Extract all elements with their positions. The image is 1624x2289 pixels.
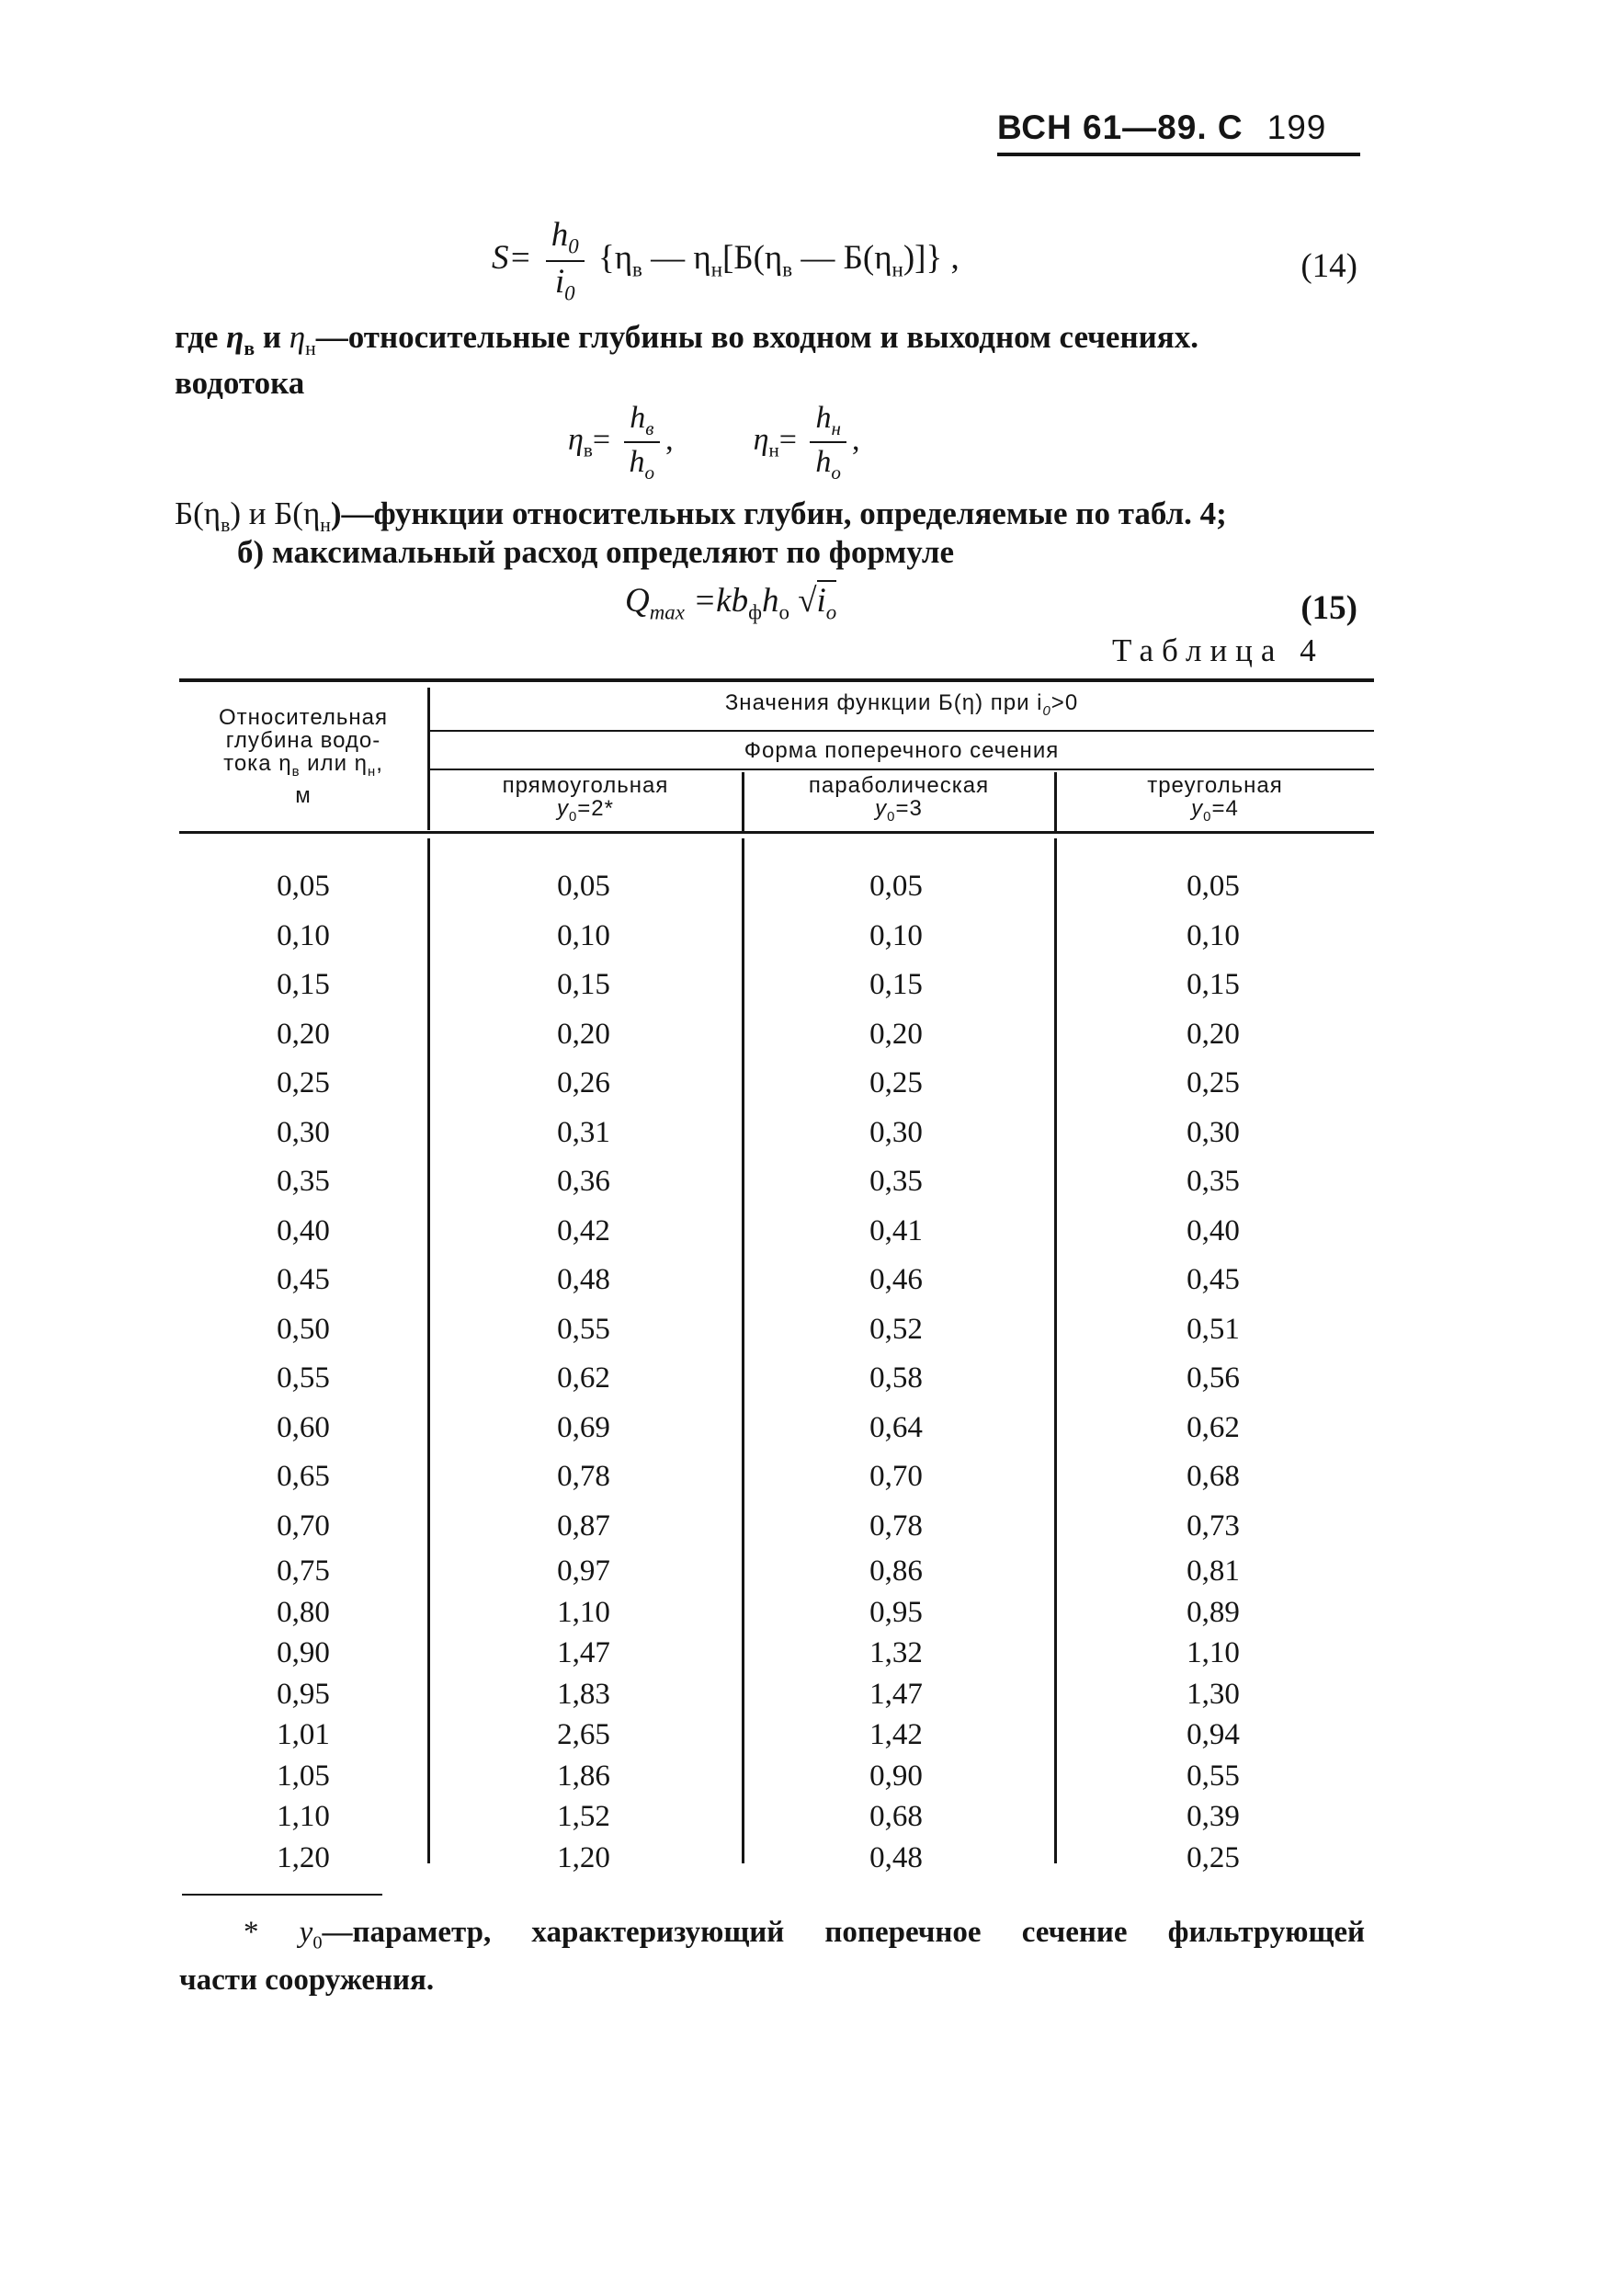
table-row [179,1551,1374,1592]
ratio-1-den-sub: о [644,461,655,484]
f15-root-sign: √ [798,582,817,620]
footnote-y: y [299,1916,313,1949]
relative-depth-cell: 0,50 [277,1312,330,1346]
triangular-cell: 0,25 [1187,1840,1240,1874]
rectangular-cell: 0,20 [557,1017,610,1051]
relative-depth-cell: 0,95 [277,1677,330,1711]
ratio-1-num-h: h [630,401,646,435]
rectangular-cell: 2,65 [557,1718,610,1751]
where-line-2: водотока [175,365,305,401]
parabolic-cell: 0,95 [869,1595,923,1629]
group-header-b: >0 [1050,690,1079,715]
where-paragraph [175,320,1198,401]
ratio-eta-n: η [753,422,769,457]
ratio-2-den-sub: о [831,461,841,484]
parab-name: параболическая [808,773,990,798]
ratio-1-num [624,401,661,443]
parabolic-cell: 0,05 [869,870,923,903]
tri-param-sub: 0 [1203,809,1212,825]
relative-depth-cell: 0,55 [277,1361,330,1395]
ratio-comma-2: , [851,422,860,457]
document-code: ВСН 61—89. С [997,108,1244,146]
parabolic-cell: 0,46 [869,1263,923,1296]
ratio-2-num-h: h [815,401,832,435]
table-row [179,1452,1374,1502]
relative-depth-cell: 0,90 [277,1636,330,1669]
functions-b-sub: н [320,514,331,536]
f15-i-sub: o [825,600,837,624]
where-eta-v-sub: в [244,337,256,359]
rectangular-cell: 0,36 [557,1165,610,1198]
rectangular-cell: 1,52 [557,1800,610,1833]
footnote-rule [182,1894,382,1896]
parabolic-cell: 0,68 [869,1800,923,1833]
parabolic-cell: 0,58 [869,1361,923,1395]
rectangular-cell: 0,55 [557,1312,610,1346]
f15-h: h [761,582,779,620]
functions-b: ) и Б(η [230,495,321,531]
tri-param-val: =4 [1211,796,1239,821]
formula-14-num: h [551,216,569,254]
relative-depth-cell: 0,05 [277,870,330,903]
parabolic-cell: 0,52 [869,1312,923,1346]
parabolic-cell: 0,41 [869,1213,923,1247]
depth-header-line-2: глубина водо- [225,728,381,753]
table-row [179,1633,1374,1674]
parabolic-cell: 0,10 [869,918,923,952]
parabolic-cell: 1,42 [869,1718,923,1751]
triangular-cell: 0,20 [1187,1017,1240,1051]
table-row [179,1404,1374,1453]
triangular-cell: 0,94 [1187,1718,1240,1751]
parabolic-cell: 0,86 [869,1554,923,1588]
table-row [179,1059,1374,1109]
rectangular-cell: 0,42 [557,1213,610,1247]
parabolic-cell: 1,47 [869,1677,923,1711]
table-row [179,1838,1374,1879]
group-header [429,691,1374,723]
item-b: б) максимальный расход определяют по формуле [237,534,955,570]
where-line-1 [175,320,1198,366]
footnote-line-2: части сооружения. [179,1963,435,1997]
rectangular-cell: 1,47 [557,1636,610,1669]
relative-depth-cell: 1,10 [277,1800,330,1833]
triangular-cell: 0,30 [1187,1115,1240,1149]
parabolic-cell: 0,35 [869,1165,923,1198]
rect-param-val: =2* [577,796,614,821]
parabolic-cell: 0,78 [869,1509,923,1543]
page-header [997,108,1360,156]
relative-depth-cell: 0,20 [277,1017,330,1051]
tri-param: y [1191,796,1204,821]
f14-c: [Б(η [722,239,783,278]
f15-b-sub: ф [748,600,762,624]
table-row [179,1354,1374,1404]
functions-a: Б(η [175,495,221,531]
triangular-cell: 0,51 [1187,1312,1240,1346]
ratio-1-den-h: h [629,444,645,479]
formula-14-num-sub: 0 [568,234,579,258]
triangular-cell: 0,25 [1187,1066,1240,1099]
table-row [179,1157,1374,1207]
where-eta-v: η [226,319,244,355]
f14-sub-n2: н [891,257,903,281]
relative-depth-cell: 0,30 [277,1115,330,1149]
rectangular-cell: 0,97 [557,1554,610,1588]
relative-depth-cell: 0,65 [277,1460,330,1493]
triangular-cell: 0,89 [1187,1595,1240,1629]
parab-param-sub: 0 [887,809,896,825]
triangular-cell: 0,40 [1187,1213,1240,1247]
parabolic-cell: 0,90 [869,1759,923,1793]
depth-h-a: тока η [223,751,292,776]
parabolic-cell: 0,64 [869,1410,923,1444]
triangular-cell: 0,56 [1187,1361,1240,1395]
rectangular-cell: 0,69 [557,1410,610,1444]
ratio-1-den [624,443,661,484]
relative-depth-cell: 1,05 [277,1759,330,1793]
group-header-a: Значения функции Б(η) при i [724,690,1043,715]
rectangular-cell: 0,15 [557,968,610,1001]
ratio-definitions [568,401,859,484]
rect-param: y [557,796,569,821]
triangular-cell: 0,10 [1187,918,1240,952]
relative-depth-cell: 0,40 [277,1213,330,1247]
table-4 [179,678,1374,1892]
relative-depth-cell: 0,10 [277,918,330,952]
rectangular-cell: 1,20 [557,1840,610,1874]
footnote-star: * [244,1916,259,1949]
header-bottom-rule [179,831,1374,834]
triangular-cell: 0,68 [1187,1460,1240,1493]
footnote [179,1914,1365,1999]
table-row [179,1592,1374,1634]
where-rest: —относительные глубины во входном и выходном сечениях. [315,319,1198,355]
table-row [179,961,1374,1010]
table-top-rule [179,678,1374,682]
f15-eq: =kb [684,582,749,620]
ratio-eta-n-sub: н [768,438,779,461]
group-header-sub: 0 [1042,703,1051,719]
triangular-cell: 0,62 [1187,1410,1240,1444]
f14-d: — Б(η [792,239,892,278]
footnote-line-1-text: —параметр, характеризующий поперечное сечение фильтрующей [322,1916,1365,1949]
relative-depth-cell: 1,20 [277,1840,330,1874]
column-header-parabolic [744,774,1054,829]
rectangular-cell: 1,10 [557,1595,610,1629]
f14-a: {η [597,239,633,278]
relative-depth-cell: 1,01 [277,1718,330,1751]
table-body [179,862,1374,1878]
column-header-depth [179,706,427,807]
triangular-cell: 0,55 [1187,1759,1240,1793]
rectangular-cell: 0,05 [557,870,610,903]
rectangular-cell: 0,78 [557,1460,610,1493]
f15-h-sub: o [778,600,789,624]
ratio-fraction-2 [810,401,846,484]
page-number: 199 [1266,108,1327,146]
equation-number-15: (15) [1300,589,1357,627]
formula-14 [492,217,960,304]
f15-radicand [816,580,837,624]
rectangular-cell: 1,86 [557,1759,610,1793]
depth-header-line-1: Относительная [218,705,389,730]
ratio-2-den [810,443,846,484]
table-row [179,1502,1374,1552]
where-eta-n: η [289,319,306,355]
table-caption: Таблица 4 [1112,632,1324,668]
rect-param-sub: 0 [569,809,578,825]
f14-sub-n1: н [710,257,723,281]
parabolic-cell: 0,20 [869,1017,923,1051]
parabolic-cell: 0,70 [869,1460,923,1493]
footnote-line-1 [179,1914,1365,1962]
rect-name: прямоугольная [502,773,669,798]
triangular-cell: 0,73 [1187,1509,1240,1543]
ratio-1-num-sub: в [645,416,654,439]
formula-14-lhs: S= [492,239,532,278]
formula-14-den-sub: 0 [564,281,575,304]
depth-h-c: , [376,751,383,776]
formula-14-denominator [546,262,585,305]
depth-header-line-3 [179,752,427,784]
relative-depth-cell: 0,15 [277,968,330,1001]
relative-depth-cell: 0,35 [277,1165,330,1198]
f15-q-sub: max [649,600,685,624]
parabolic-cell: 0,15 [869,968,923,1001]
relative-depth-cell: 0,60 [277,1410,330,1444]
ratio-2-den-h: h [815,444,832,479]
formula-14-fraction [546,217,585,304]
table-row [179,1796,1374,1838]
rectangular-cell: 1,83 [557,1677,610,1711]
rectangular-cell: 0,87 [557,1509,610,1543]
triangular-cell: 0,05 [1187,870,1240,903]
parab-param: y [875,796,888,821]
formula-14-numerator [546,217,585,262]
parabolic-cell: 0,48 [869,1840,923,1874]
ratio-2-num [810,401,846,443]
triangular-cell: 0,35 [1187,1165,1240,1198]
f14-sub-v2: в [782,257,793,281]
f14-b: — η [642,239,711,278]
ratio-2-num-sub: н [831,416,841,439]
triangular-cell: 1,30 [1187,1677,1240,1711]
subgroup-header-rule [429,769,1374,770]
triangular-cell: 0,45 [1187,1263,1240,1296]
header-text [997,108,1360,147]
table-row [179,1714,1374,1756]
triangular-cell: 1,10 [1187,1636,1240,1669]
relative-depth-cell: 0,45 [277,1263,330,1296]
footnote-y-sub: 0 [312,1932,323,1953]
depth-h-b: или η [300,751,368,776]
tri-name: треугольная [1147,773,1283,798]
f14-sub-v1: в [632,257,642,281]
parabolic-cell: 0,25 [869,1066,923,1099]
table-row [179,1256,1374,1305]
header-rule [997,153,1360,156]
relative-depth-cell: 0,25 [277,1066,330,1099]
column-header-rectangular [429,774,742,829]
table-row [179,1756,1374,1797]
table-row [179,1674,1374,1715]
parabolic-cell: 1,32 [869,1636,923,1669]
formula-14-den: i [554,262,565,301]
f15-q: Q [625,582,650,620]
ratio-comma-1: , [665,422,674,457]
rectangular-cell: 0,62 [557,1361,610,1395]
depth-h-sub-v: в [291,764,301,780]
where-lead: где [175,319,219,355]
depth-header-line-4: м [295,782,312,808]
depth-h-sub-n: н [367,764,377,780]
parabolic-cell: 0,30 [869,1115,923,1149]
column-header-triangular [1056,774,1374,829]
formula-14-body [597,239,960,281]
functions-c: )—функции относительных глубин, определяемые по табл. 4; [330,495,1227,531]
table-row [179,1010,1374,1060]
table-row [179,1207,1374,1257]
functions-a-sub: в [221,514,231,536]
ratio-eq-2: = [778,422,797,457]
subgroup-header: Форма поперечного сечения [744,738,1060,763]
triangular-cell: 0,15 [1187,968,1240,1001]
f14-e: )]} , [903,239,960,278]
table-row [179,1305,1374,1355]
relative-depth-cell: 0,80 [277,1595,330,1629]
parab-param-val: =3 [895,796,923,821]
group-header-rule [429,730,1374,732]
f15-i: i [816,582,826,620]
table-row [179,1109,1374,1158]
ratio-fraction-1 [624,401,661,484]
where-and: и [262,319,281,355]
where-eta-n-sub: н [305,337,316,359]
rectangular-cell: 0,26 [557,1066,610,1099]
equation-number-14: (14) [1300,247,1357,285]
formula-15 [625,581,836,624]
ratio-eq-1: = [592,422,611,457]
table-row [179,912,1374,962]
relative-depth-cell: 0,75 [277,1554,330,1588]
table-row [179,862,1374,912]
rectangular-cell: 0,31 [557,1115,610,1149]
relative-depth-cell: 0,70 [277,1509,330,1543]
ratio-eta-v: η [568,422,584,457]
rectangular-cell: 0,48 [557,1263,610,1296]
triangular-cell: 0,39 [1187,1800,1240,1833]
rectangular-cell: 0,10 [557,918,610,952]
triangular-cell: 0,81 [1187,1554,1240,1588]
ratio-eta-v-sub: в [583,438,593,461]
